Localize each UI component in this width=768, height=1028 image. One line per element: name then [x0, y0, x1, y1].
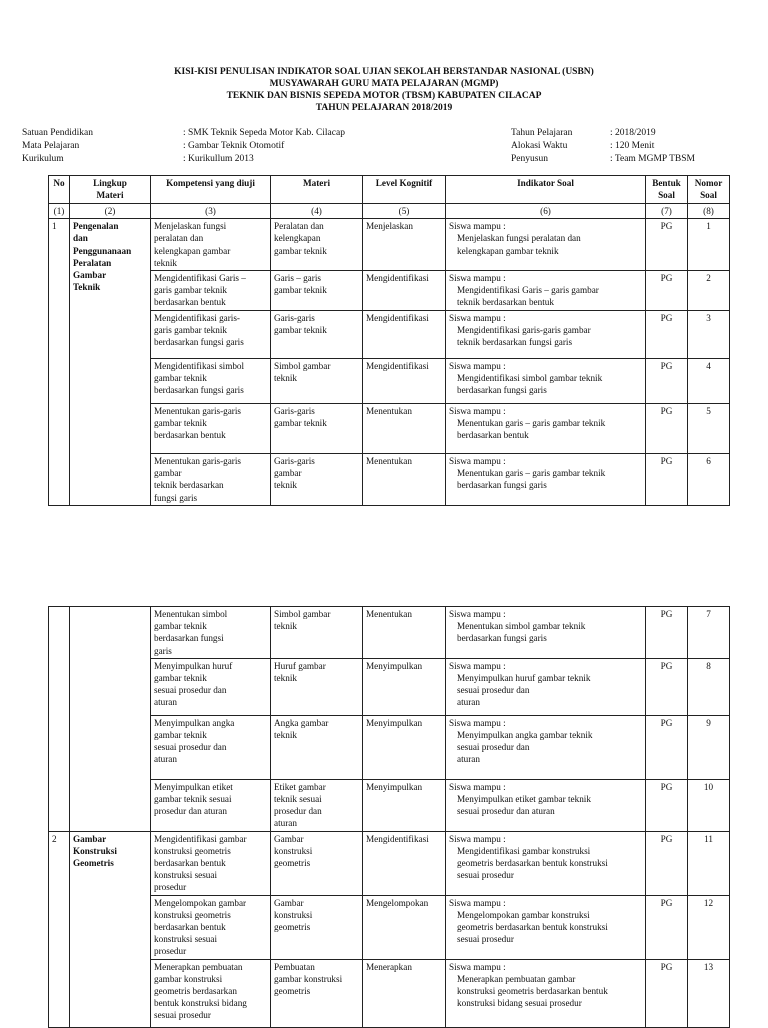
table-row	[49, 895, 730, 959]
col-header-bentuk: Bentuk Soal	[646, 176, 688, 204]
cell-line: Menentukan simbol gambar teknik	[457, 621, 586, 632]
level-kognitif-cell: Menyimpulkan	[363, 779, 446, 831]
indikator-text	[449, 973, 642, 1010]
info-right-labels	[511, 127, 572, 167]
bentuk-soal-cell: PG	[646, 715, 688, 779]
cell-line: sesuai prosedur	[457, 870, 514, 881]
cell-line: Angka gambar	[274, 717, 329, 728]
col-number: (1)	[49, 204, 70, 219]
cell-line: Menentukan garis-garis	[154, 406, 241, 417]
indikator-cell	[446, 454, 646, 506]
cell-line: sesuai prosedur dan	[457, 685, 530, 696]
materi-cell	[271, 454, 363, 506]
indikator-text	[449, 284, 642, 308]
label-mata-pelajaran: Mata Pelajaran	[22, 141, 80, 152]
level-kognitif-cell: Menjelaskan	[363, 219, 446, 271]
table-row	[49, 404, 730, 454]
cell-line: kelengkapan gambar	[154, 245, 231, 256]
cell-line: garis	[154, 645, 172, 656]
siswa-mampu-label: Siswa mampu :	[449, 456, 506, 467]
cell-line: Simbol gambar	[274, 609, 331, 619]
bentuk-soal-cell: PG	[646, 779, 688, 831]
doc-title-line-2: MUSYAWARAH GURU MATA PELAJARAN (MGMP)	[269, 79, 499, 89]
indikator-cell	[446, 271, 646, 311]
cell-line: Geometris	[73, 858, 114, 869]
cell-line: Mengidentifikasi Garis –	[154, 273, 246, 284]
cell-line: Mengidentifikasi garis-	[154, 313, 240, 324]
cell-line: konstruksi sesuai	[154, 934, 218, 945]
row-number: 2	[49, 831, 70, 1027]
cell-line: konstruksi sesuai	[154, 870, 218, 881]
nomor-soal-cell: 4	[688, 359, 730, 404]
bentuk-soal-cell: PG	[646, 959, 688, 1027]
level-kognitif-cell: Mengelompokan	[363, 895, 446, 959]
cell-line: teknik berdasarkan fungsi garis	[457, 337, 573, 348]
level-kognitif-cell: Mengidentifikasi	[363, 359, 446, 404]
cell-line: Menerapkan pembuatan gambar	[457, 973, 576, 984]
doc-title-line-4: TAHUN PELAJARAN 2018/2019	[315, 103, 453, 113]
cell-line: garis gambar teknik	[154, 285, 227, 296]
cell-line: teknik berdasarkan	[154, 480, 224, 491]
cell-line: teknik berdasarkan bentuk	[457, 297, 554, 308]
cell-line: gambar konstruksi	[154, 973, 223, 984]
indikator-text	[449, 845, 642, 882]
kompetensi-cell	[151, 607, 271, 659]
cell-line: gambar teknik	[274, 325, 327, 336]
cell-line: sesuai prosedur dan aturan	[457, 806, 555, 817]
info-left-labels	[22, 127, 93, 167]
table-row	[49, 779, 730, 831]
col-header-lingkup: Lingkup Materi	[70, 176, 151, 204]
indikator-cell	[446, 359, 646, 404]
cell-line: berdasarkan fungsi garis	[154, 385, 244, 396]
bentuk-soal-cell: PG	[646, 607, 688, 659]
cell-line: gambar teknik	[154, 621, 207, 632]
materi-cell	[271, 359, 363, 404]
indikator-text	[449, 232, 642, 256]
nomor-soal-cell: 9	[688, 715, 730, 779]
cell-line: Menentukan garis – garis gambar teknik	[457, 418, 606, 429]
info-left-values	[183, 127, 345, 167]
lingkup-materi-cell	[70, 219, 151, 506]
table-row	[49, 271, 730, 311]
col-header-level: Level Kognitif	[363, 176, 446, 204]
kompetensi-cell	[151, 311, 271, 359]
cell-line: berdasarkan bentuk	[154, 430, 226, 441]
cell-line: teknik	[274, 621, 297, 632]
column-number-row	[49, 204, 730, 219]
cell-line: Gambar	[274, 897, 304, 908]
materi-cell	[271, 311, 363, 359]
cell-line: Menentukan simbol	[154, 609, 228, 619]
col-header-materi: Materi	[271, 176, 363, 204]
materi-cell	[271, 831, 363, 895]
document-page-2	[0, 560, 768, 1024]
table-row	[49, 959, 730, 1027]
row-number	[49, 607, 70, 832]
indikator-cell	[446, 219, 646, 271]
cell-line: teknik sesuai	[274, 794, 322, 805]
indikator-cell	[446, 895, 646, 959]
cell-line: Huruf gambar	[274, 660, 326, 671]
label-penyusun: Penyusun	[511, 154, 548, 165]
cell-line: konstruksi bidang sesuai prosedur	[457, 998, 582, 1009]
indikator-text	[449, 793, 642, 817]
siswa-mampu-label: Siswa mampu :	[449, 609, 506, 619]
cell-line: gambar konstruksi	[274, 973, 343, 984]
kompetensi-cell	[151, 219, 271, 271]
kompetensi-cell	[151, 715, 271, 779]
cell-line: Mengidentifikasi gambar	[154, 833, 247, 844]
nomor-soal-cell: 12	[688, 895, 730, 959]
table-row	[49, 715, 730, 779]
cell-line: teknik	[274, 730, 297, 741]
kisi-kisi-table-page-2	[48, 606, 730, 1028]
cell-line: sesuai prosedur dan	[154, 685, 227, 696]
cell-line: Gambar	[73, 270, 107, 281]
bentuk-soal-cell: PG	[646, 454, 688, 506]
cell-line: Garis-garis	[274, 313, 315, 324]
indikator-text	[449, 672, 642, 709]
indikator-cell	[446, 715, 646, 779]
label-satuan-pendidikan: Satuan Pendidikan	[22, 128, 93, 138]
info-right-values	[610, 127, 695, 167]
cell-line: Mengelompokan gambar	[154, 897, 247, 908]
cell-line: dan	[73, 233, 88, 244]
cell-line: Garis – garis	[274, 273, 321, 284]
cell-line: Garis-garis	[274, 456, 315, 467]
value-tahun-pelajaran: : 2018/2019	[610, 128, 656, 138]
level-kognitif-cell: Menyimpulkan	[363, 715, 446, 779]
siswa-mampu-label: Siswa mampu :	[449, 717, 506, 728]
level-kognitif-cell: Menyimpulkan	[363, 658, 446, 715]
cell-line: geometris berdasarkan	[154, 986, 237, 997]
cell-line: kelengkapan gambar teknik	[457, 245, 559, 256]
cell-line: Konstruksi	[73, 845, 117, 856]
cell-line: Menyimpulkan angka	[154, 717, 235, 728]
nomor-soal-cell: 1	[688, 219, 730, 271]
materi-cell	[271, 271, 363, 311]
cell-line: teknik	[274, 480, 297, 491]
cell-line: gambar teknik	[274, 285, 327, 296]
indikator-text	[449, 372, 642, 396]
kompetensi-cell	[151, 271, 271, 311]
cell-line: geometris berdasarkan bentuk konstruksi	[457, 858, 608, 869]
cell-line: geometris berdasarkan bentuk konstruksi	[457, 922, 608, 933]
cell-line: berdasarkan fungsi garis	[457, 633, 547, 644]
cell-line: geometris	[274, 986, 311, 997]
level-kognitif-cell: Menerapkan	[363, 959, 446, 1027]
siswa-mampu-label: Siswa mampu :	[449, 406, 506, 417]
cell-line: berdasarkan bentuk	[154, 922, 226, 933]
table-row	[49, 831, 730, 895]
siswa-mampu-label: Siswa mampu :	[449, 781, 506, 792]
kompetensi-cell	[151, 959, 271, 1027]
label-alokasi-waktu: Alokasi Waktu	[511, 141, 568, 152]
bentuk-soal-cell: PG	[646, 895, 688, 959]
cell-line: kelengkapan	[274, 233, 321, 244]
doc-title-line-3: TEKNIK DAN BISNIS SEPEDA MOTOR (TBSM) KABUPATEN CILACAP	[226, 91, 542, 101]
col-number: (3)	[151, 204, 271, 219]
row-number: 1	[49, 219, 70, 506]
cell-line: gambar teknik	[154, 373, 207, 384]
col-header-no: No	[49, 176, 70, 204]
table-row	[49, 607, 730, 659]
value-satuan-pendidikan: : SMK Teknik Sepeda Motor Kab. Cilacap	[183, 128, 345, 138]
nomor-soal-cell: 8	[688, 658, 730, 715]
cell-line: Simbol gambar	[274, 361, 331, 372]
cell-line: gambar teknik	[154, 418, 207, 429]
siswa-mampu-label: Siswa mampu :	[449, 833, 506, 844]
materi-cell	[271, 404, 363, 454]
label-kurikulum: Kurikulum	[22, 154, 64, 165]
cell-line: aturan	[154, 697, 177, 708]
level-kognitif-cell: Mengidentifikasi	[363, 831, 446, 895]
value-kurikulum: : Kurikullum 2013	[183, 154, 254, 165]
indikator-cell	[446, 404, 646, 454]
col-number: (5)	[363, 204, 446, 219]
indikator-text	[449, 729, 642, 766]
kisi-kisi-table-page-1	[48, 175, 730, 506]
col-number: (8)	[688, 204, 730, 219]
bentuk-soal-cell: PG	[646, 404, 688, 454]
kompetensi-cell	[151, 404, 271, 454]
kompetensi-cell	[151, 895, 271, 959]
nomor-soal-cell: 10	[688, 779, 730, 831]
cell-line: Menerapkan pembuatan	[154, 961, 243, 972]
cell-line: Menyimpulkan huruf gambar teknik	[457, 673, 591, 684]
cell-line: berdasarkan bentuk	[154, 858, 226, 869]
kompetensi-cell	[151, 779, 271, 831]
cell-line: Gambar	[73, 833, 107, 844]
cell-line: Menyimpulkan etiket	[154, 781, 233, 792]
cell-line: sesuai prosedur dan	[154, 742, 227, 753]
cell-line: prosedur	[154, 946, 187, 957]
bentuk-soal-cell: PG	[646, 359, 688, 404]
cell-line: Menyimpulkan huruf	[154, 660, 233, 671]
doc-title-line-1: KISI-KISI PENULISAN INDIKATOR SOAL UJIAN SEKOLAH BERSTANDAR NASIONAL (USBN)	[174, 67, 594, 77]
cell-line: aturan	[457, 697, 480, 708]
col-header-nomor: Nomor Soal	[688, 176, 730, 204]
nomor-soal-cell: 5	[688, 404, 730, 454]
siswa-mampu-label: Siswa mampu :	[449, 221, 506, 232]
cell-line: gambar teknik sesuai	[154, 794, 232, 805]
cell-line: Mengidentifikasi gambar konstruksi	[457, 845, 591, 856]
cell-line: bentuk konstruksi bidang	[154, 998, 247, 1009]
cell-line: Menyimpulkan angka gambar teknik	[457, 730, 593, 741]
materi-cell	[271, 715, 363, 779]
indikator-cell	[446, 658, 646, 715]
indikator-cell	[446, 959, 646, 1027]
cell-line: konstruksi	[274, 845, 313, 856]
cell-line: gambar teknik	[154, 673, 207, 684]
materi-cell	[271, 607, 363, 659]
cell-line: konstruksi geometris berdasarkan bentuk	[457, 986, 608, 997]
cell-line: Mengidentifikasi simbol	[154, 361, 245, 372]
kompetensi-cell	[151, 658, 271, 715]
col-number: (7)	[646, 204, 688, 219]
bentuk-soal-cell: PG	[646, 219, 688, 271]
value-mata-pelajaran: : Gambar Teknik Otomotif	[183, 141, 285, 152]
cell-line: berdasarkan bentuk	[457, 430, 529, 441]
cell-line: Pengenalan	[73, 221, 119, 232]
table-row	[49, 311, 730, 359]
nomor-soal-cell: 6	[688, 454, 730, 506]
nomor-soal-cell: 7	[688, 607, 730, 659]
cell-line: berdasarkan bentuk	[154, 297, 226, 308]
cell-line: sesuai prosedur	[457, 934, 514, 945]
materi-cell	[271, 219, 363, 271]
level-kognitif-cell: Menentukan	[363, 607, 446, 659]
siswa-mampu-label: Siswa mampu :	[449, 897, 506, 908]
nomor-soal-cell: 11	[688, 831, 730, 895]
table-row	[49, 219, 730, 271]
cell-line: prosedur	[154, 882, 187, 893]
table-row	[49, 359, 730, 404]
cell-line: Etiket gambar	[274, 781, 326, 792]
cell-line: Garis-garis	[274, 406, 315, 417]
col-header-kompetensi: Kompetensi yang diuji	[151, 176, 271, 204]
lingkup-materi-cell	[70, 831, 151, 1027]
indikator-text	[449, 620, 642, 644]
cell-line: Peralatan dan	[274, 221, 324, 232]
cell-line: peralatan dan	[154, 233, 204, 244]
cell-line: sesuai prosedur dan	[457, 742, 530, 753]
col-number: (6)	[446, 204, 646, 219]
cell-line: Menyimpulkan etiket gambar teknik	[457, 794, 591, 805]
kompetensi-cell	[151, 359, 271, 404]
table-row	[49, 454, 730, 506]
label-tahun-pelajaran: Tahun Pelajaran	[511, 128, 573, 138]
col-number: (4)	[271, 204, 363, 219]
cell-line: aturan	[154, 754, 177, 765]
indikator-cell	[446, 311, 646, 359]
cell-line: teknik	[274, 673, 297, 684]
cell-line: sesuai prosedur	[154, 1010, 211, 1021]
cell-line: konstruksi	[274, 909, 313, 920]
kompetensi-cell	[151, 454, 271, 506]
cell-line: Peralatan	[73, 257, 112, 268]
col-number: (2)	[70, 204, 151, 219]
siswa-mampu-label: Siswa mampu :	[449, 660, 506, 671]
indikator-text	[449, 909, 642, 946]
indikator-text	[449, 467, 642, 491]
value-alokasi-waktu: : 120 Menit	[610, 141, 655, 152]
cell-line: Pembuatan	[274, 961, 315, 972]
indikator-cell	[446, 779, 646, 831]
cell-line: prosedur dan	[274, 806, 322, 817]
nomor-soal-cell: 13	[688, 959, 730, 1027]
cell-line: gambar teknik	[274, 418, 327, 429]
cell-line: teknik	[274, 373, 297, 384]
cell-line: Menjelaskan fungsi peralatan dan	[457, 233, 581, 244]
level-kognitif-cell: Menentukan	[363, 404, 446, 454]
cell-line: Mengidentifikasi simbol gambar teknik	[457, 373, 603, 384]
level-kognitif-cell: Menentukan	[363, 454, 446, 506]
siswa-mampu-label: Siswa mampu :	[449, 961, 506, 972]
kompetensi-cell	[151, 831, 271, 895]
col-header-indikator: Indikator Soal	[446, 176, 646, 204]
materi-cell	[271, 959, 363, 1027]
indikator-cell	[446, 831, 646, 895]
cell-line: garis gambar teknik	[154, 325, 227, 336]
cell-line: fungsi garis	[154, 492, 198, 503]
bentuk-soal-cell: PG	[646, 311, 688, 359]
cell-line: berdasarkan fungsi garis	[457, 480, 547, 491]
cell-line: gambar teknik	[274, 245, 327, 256]
lingkup-materi-cell	[70, 607, 151, 832]
value-penyusun: : Team MGMP TBSM	[610, 154, 695, 165]
cell-line: aturan	[274, 818, 297, 829]
bentuk-soal-cell: PG	[646, 831, 688, 895]
cell-line: gambar	[274, 468, 302, 479]
indikator-cell	[446, 607, 646, 659]
table-row	[49, 658, 730, 715]
cell-line: Mengelompokan gambar konstruksi	[457, 909, 590, 920]
cell-line: Mengidentifikasi garis-garis gambar	[457, 325, 591, 336]
siswa-mampu-label: Siswa mampu :	[449, 361, 506, 372]
siswa-mampu-label: Siswa mampu :	[449, 313, 506, 324]
cell-line: gambar teknik	[154, 730, 207, 741]
cell-line: Menentukan garis-garis	[154, 456, 241, 467]
cell-line: berdasarkan fungsi	[154, 633, 224, 644]
materi-cell	[271, 895, 363, 959]
cell-line: konstruksi geometris	[154, 909, 231, 920]
cell-line: aturan	[457, 754, 480, 765]
siswa-mampu-label: Siswa mampu :	[449, 273, 506, 284]
cell-line: gambar	[154, 468, 182, 479]
cell-line: Mengidentifikasi Garis – garis gambar	[457, 285, 599, 296]
cell-line: konstruksi geometris	[154, 845, 231, 856]
cell-line: geometris	[274, 922, 311, 933]
nomor-soal-cell: 3	[688, 311, 730, 359]
cell-line: Menjelaskan fungsi	[154, 221, 227, 232]
cell-line: prosedur dan aturan	[154, 806, 227, 817]
bentuk-soal-cell: PG	[646, 658, 688, 715]
level-kognitif-cell: Mengidentifikasi	[363, 311, 446, 359]
nomor-soal-cell: 2	[688, 271, 730, 311]
bentuk-soal-cell: PG	[646, 271, 688, 311]
indikator-text	[449, 324, 642, 348]
table-header-row	[49, 176, 730, 204]
cell-line: berdasarkan fungsi garis	[154, 337, 244, 348]
cell-line: geometris	[274, 858, 311, 869]
materi-cell	[271, 779, 363, 831]
level-kognitif-cell: Mengidentifikasi	[363, 271, 446, 311]
cell-line: Menentukan garis – garis gambar teknik	[457, 468, 606, 479]
cell-line: Penggunanaan	[73, 245, 132, 256]
indikator-text	[449, 417, 642, 441]
materi-cell	[271, 658, 363, 715]
cell-line: berdasarkan fungsi garis	[457, 385, 547, 396]
cell-line: Teknik	[73, 282, 101, 293]
cell-line: Gambar	[274, 833, 304, 844]
cell-line: teknik	[154, 257, 177, 268]
